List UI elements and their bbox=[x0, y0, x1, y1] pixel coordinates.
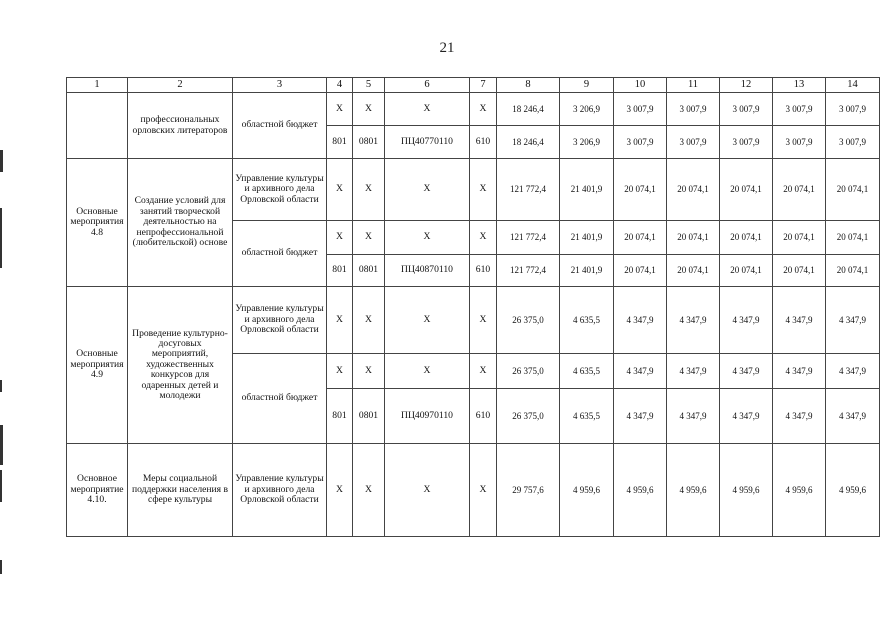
code-cell: Х bbox=[470, 221, 497, 255]
amount-cell: 26 375,0 bbox=[497, 354, 560, 389]
amount-cell: 4 347,9 bbox=[667, 354, 720, 389]
amount-cell: 20 074,1 bbox=[826, 255, 880, 287]
amount-cell: 4 959,6 bbox=[826, 444, 880, 537]
code-cell: Х bbox=[385, 354, 470, 389]
amount-cell: 20 074,1 bbox=[720, 159, 773, 221]
amount-cell: 21 401,9 bbox=[560, 221, 614, 255]
amount-cell: 4 347,9 bbox=[826, 354, 880, 389]
amount-cell: 4 635,5 bbox=[560, 287, 614, 354]
executor-cell: Управление культуры и архивного дела Орловской области bbox=[233, 287, 327, 354]
amount-cell: 4 347,9 bbox=[720, 389, 773, 444]
code-cell: Х bbox=[353, 93, 385, 126]
page-number: 21 bbox=[439, 40, 455, 56]
amount-cell: 20 074,1 bbox=[826, 159, 880, 221]
code-cell: Х bbox=[353, 159, 385, 221]
budget-source-cell: областной бюджет bbox=[233, 221, 327, 287]
amount-cell: 121 772,4 bbox=[497, 221, 560, 255]
header-cell: 6 bbox=[385, 78, 470, 93]
code-cell: Х bbox=[385, 444, 470, 537]
code-cell: Х bbox=[385, 93, 470, 126]
amount-cell: 4 347,9 bbox=[614, 354, 667, 389]
amount-cell: 3 206,9 bbox=[560, 93, 614, 126]
budget-table bbox=[66, 77, 880, 537]
code-cell: 0801 bbox=[353, 389, 385, 444]
amount-cell: 4 347,9 bbox=[614, 287, 667, 354]
amount-cell: 3 007,9 bbox=[720, 126, 773, 159]
code-cell: 801 bbox=[327, 126, 353, 159]
code-cell: 610 bbox=[470, 126, 497, 159]
code-cell: 610 bbox=[470, 389, 497, 444]
amount-cell: 20 074,1 bbox=[773, 221, 826, 255]
header-cell: 3 bbox=[233, 78, 327, 93]
code-cell: Х bbox=[353, 354, 385, 389]
code-cell: Х bbox=[353, 444, 385, 537]
code-cell: ПЦ40970110 bbox=[385, 389, 470, 444]
amount-cell: 4 959,6 bbox=[720, 444, 773, 537]
header-cell: 11 bbox=[667, 78, 720, 93]
amount-cell: 3 007,9 bbox=[826, 93, 880, 126]
amount-cell: 29 757,6 bbox=[497, 444, 560, 537]
header-cell: 8 bbox=[497, 78, 560, 93]
executor-cell: Управление культуры и архивного дела Орловской области bbox=[233, 444, 327, 537]
header-cell: 1 bbox=[67, 78, 128, 93]
scan-edge-mark bbox=[0, 380, 2, 392]
amount-cell: 4 959,6 bbox=[667, 444, 720, 537]
amount-cell: 20 074,1 bbox=[667, 159, 720, 221]
amount-cell: 4 347,9 bbox=[773, 354, 826, 389]
code-cell: Х bbox=[327, 93, 353, 126]
code-cell: Х bbox=[470, 354, 497, 389]
executor-cell: Управление культуры и архивного дела Орловской области bbox=[233, 159, 327, 221]
table-row bbox=[67, 93, 880, 126]
header-cell: 7 bbox=[470, 78, 497, 93]
amount-cell: 3 007,9 bbox=[667, 93, 720, 126]
amount-cell: 20 074,1 bbox=[826, 221, 880, 255]
code-cell: Х bbox=[385, 221, 470, 255]
header-cell: 9 bbox=[560, 78, 614, 93]
amount-cell: 3 007,9 bbox=[826, 126, 880, 159]
scan-edge-mark bbox=[0, 150, 3, 172]
budget-source-cell: областной бюджет bbox=[233, 354, 327, 444]
code-cell: Х bbox=[385, 159, 470, 221]
amount-cell: 20 074,1 bbox=[667, 221, 720, 255]
table-row bbox=[67, 287, 880, 354]
amount-cell: 21 401,9 bbox=[560, 159, 614, 221]
event-name-cell bbox=[67, 93, 128, 159]
budget-source-cell: областной бюджет bbox=[233, 93, 327, 159]
header-cell: 5 bbox=[353, 78, 385, 93]
amount-cell: 4 959,6 bbox=[560, 444, 614, 537]
code-cell: Х bbox=[470, 444, 497, 537]
event-description-cell: Создание условий для занятий творческой деятельностью на непрофессиональной (любительской) основе bbox=[128, 159, 233, 287]
amount-cell: 20 074,1 bbox=[773, 255, 826, 287]
amount-cell: 26 375,0 bbox=[497, 287, 560, 354]
header-cell: 10 bbox=[614, 78, 667, 93]
scan-edge-mark bbox=[0, 208, 2, 268]
header-row bbox=[67, 78, 880, 93]
amount-cell: 20 074,1 bbox=[614, 255, 667, 287]
event-name-cell: Основные мероприятия 4.9 bbox=[67, 287, 128, 444]
code-cell: Х bbox=[327, 287, 353, 354]
amount-cell: 4 347,9 bbox=[826, 287, 880, 354]
amount-cell: 4 347,9 bbox=[667, 389, 720, 444]
amount-cell: 121 772,4 bbox=[497, 159, 560, 221]
amount-cell: 20 074,1 bbox=[614, 159, 667, 221]
amount-cell: 4 347,9 bbox=[720, 287, 773, 354]
event-name-cell: Основное мероприятие 4.10. bbox=[67, 444, 128, 537]
code-cell: 610 bbox=[470, 255, 497, 287]
amount-cell: 4 347,9 bbox=[826, 389, 880, 444]
code-cell: 0801 bbox=[353, 126, 385, 159]
event-name-cell: Основные мероприятия 4.8 bbox=[67, 159, 128, 287]
code-cell: Х bbox=[470, 287, 497, 354]
amount-cell: 4 635,5 bbox=[560, 354, 614, 389]
amount-cell: 3 007,9 bbox=[614, 93, 667, 126]
event-description-cell: профессиональных орловских литераторов bbox=[128, 93, 233, 159]
code-cell: 801 bbox=[327, 389, 353, 444]
amount-cell: 18 246,4 bbox=[497, 126, 560, 159]
code-cell: Х bbox=[353, 221, 385, 255]
scan-edge-mark bbox=[0, 425, 3, 465]
header-cell: 14 bbox=[826, 78, 880, 93]
header-cell: 13 bbox=[773, 78, 826, 93]
code-cell: Х bbox=[327, 444, 353, 537]
code-cell: Х bbox=[327, 354, 353, 389]
code-cell: Х bbox=[470, 159, 497, 221]
amount-cell: 4 347,9 bbox=[720, 354, 773, 389]
amount-cell: 121 772,4 bbox=[497, 255, 560, 287]
amount-cell: 3 007,9 bbox=[614, 126, 667, 159]
amount-cell: 4 959,6 bbox=[614, 444, 667, 537]
amount-cell: 20 074,1 bbox=[720, 221, 773, 255]
amount-cell: 4 347,9 bbox=[773, 287, 826, 354]
code-cell: Х bbox=[385, 287, 470, 354]
code-cell: Х bbox=[327, 221, 353, 255]
amount-cell: 21 401,9 bbox=[560, 255, 614, 287]
amount-cell: 20 074,1 bbox=[614, 221, 667, 255]
header-cell: 4 bbox=[327, 78, 353, 93]
amount-cell: 26 375,0 bbox=[497, 389, 560, 444]
amount-cell: 4 347,9 bbox=[614, 389, 667, 444]
header-cell: 2 bbox=[128, 78, 233, 93]
scan-edge-mark bbox=[0, 470, 2, 502]
event-description-cell: Меры социальной поддержки населения в сфере культуры bbox=[128, 444, 233, 537]
code-cell: 0801 bbox=[353, 255, 385, 287]
amount-cell: 4 347,9 bbox=[773, 389, 826, 444]
code-cell: 801 bbox=[327, 255, 353, 287]
code-cell: Х bbox=[470, 93, 497, 126]
amount-cell: 20 074,1 bbox=[720, 255, 773, 287]
amount-cell: 3 206,9 bbox=[560, 126, 614, 159]
table-row bbox=[67, 159, 880, 221]
code-cell: ПЦ40870110 bbox=[385, 255, 470, 287]
amount-cell: 3 007,9 bbox=[773, 93, 826, 126]
code-cell: ПЦ40770110 bbox=[385, 126, 470, 159]
amount-cell: 4 347,9 bbox=[667, 287, 720, 354]
header-cell: 12 bbox=[720, 78, 773, 93]
amount-cell: 20 074,1 bbox=[667, 255, 720, 287]
amount-cell: 18 246,4 bbox=[497, 93, 560, 126]
amount-cell: 4 959,6 bbox=[773, 444, 826, 537]
amount-cell: 20 074,1 bbox=[773, 159, 826, 221]
amount-cell: 3 007,9 bbox=[773, 126, 826, 159]
event-description-cell: Проведение культурно-досуговых мероприятий, художественных конкурсов для одаренных детей и молодежи bbox=[128, 287, 233, 444]
amount-cell: 4 635,5 bbox=[560, 389, 614, 444]
scan-edge-mark bbox=[0, 560, 2, 574]
amount-cell: 3 007,9 bbox=[667, 126, 720, 159]
code-cell: Х bbox=[327, 159, 353, 221]
table-row bbox=[67, 444, 880, 537]
code-cell: Х bbox=[353, 287, 385, 354]
amount-cell: 3 007,9 bbox=[720, 93, 773, 126]
